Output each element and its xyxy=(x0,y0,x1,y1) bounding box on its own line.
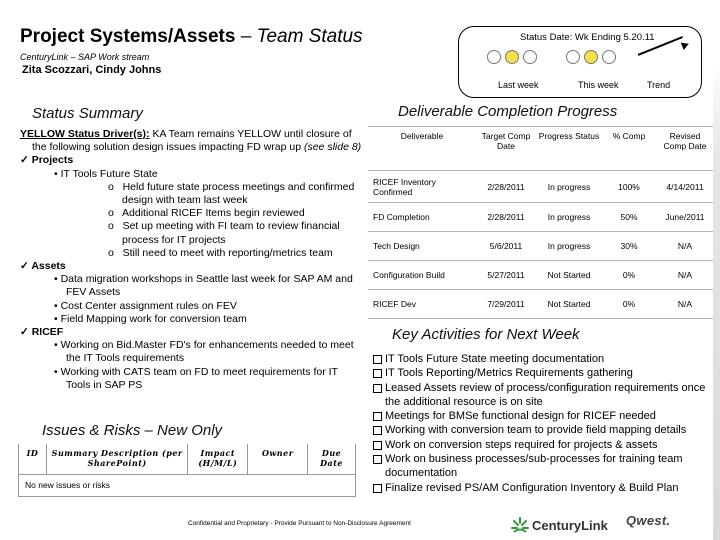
list-item-text: IT Tools Reporting/Metrics Requirements gathering xyxy=(385,367,633,380)
checkbox-square-icon xyxy=(373,412,382,421)
issues-table xyxy=(18,444,356,497)
list-item xyxy=(372,481,712,495)
centurylink-logo xyxy=(510,514,608,536)
empty-issues-cell: No new issues or risks xyxy=(19,474,356,496)
column-header: % Comp xyxy=(602,127,656,171)
deliverable-progress-heading: Deliverable Completion Progress xyxy=(398,103,618,120)
list-item-text: IT Tools Future State meeting documentation xyxy=(385,353,605,365)
status-light-this-1 xyxy=(566,50,580,64)
table-header-row xyxy=(19,444,356,474)
list-item: o Additional RICEF Items begin reviewed xyxy=(108,207,305,220)
column-header: Summary Description (per SharePoint) xyxy=(46,444,187,474)
table-cell: 5/6/2011 xyxy=(476,232,536,261)
assets-heading: ✓ Assets xyxy=(20,260,66,273)
table-cell: In progress xyxy=(536,171,602,203)
list-item-text: Work on conversion steps required for projects & assets xyxy=(385,438,658,451)
list-item xyxy=(372,366,712,380)
table-cell: 2/28/2011 xyxy=(476,203,536,232)
table-cell: 50% xyxy=(602,203,656,232)
table-cell: 4/14/2011 xyxy=(656,171,714,203)
list-item xyxy=(372,352,712,366)
list-item-text: Working on Bid.Master FD's for enhancements needed to meet the IT Tools requirements xyxy=(60,339,354,365)
issues-risks-heading: Issues & Risks – New Only xyxy=(42,422,223,439)
column-header: Progress Status xyxy=(536,127,602,171)
qwest-logo: Qwest. xyxy=(626,513,671,528)
title-main: Project Systems/Assets xyxy=(20,26,236,47)
status-summary-body xyxy=(20,128,362,392)
centurylink-logo-text: CenturyLink xyxy=(532,517,608,533)
table-cell: Not Started xyxy=(536,261,602,290)
key-activities-heading: Key Activities for Next Week xyxy=(392,326,580,343)
table-cell: 0% xyxy=(602,290,656,319)
checkbox-square-icon xyxy=(373,384,382,393)
table-cell: In progress xyxy=(536,203,602,232)
projects-label: Projects xyxy=(31,154,74,167)
list-item xyxy=(372,423,712,437)
list-item-text: Additional RICEF Items begin reviewed xyxy=(122,207,305,220)
list-item: • Working on Bid.Master FD's for enhancements needed to meet the IT Tools requirements xyxy=(54,339,354,365)
list-item-text: Meetings for BMSe functional design for RICEF needed xyxy=(385,410,656,423)
table-cell: RICEF Inventory Confirmed xyxy=(368,171,476,203)
table-cell: 100% xyxy=(602,171,656,203)
list-item-text: Held future state process meetings and confirmed design with team last week xyxy=(122,180,355,207)
list-item-text: IT Tools Future State xyxy=(60,167,158,180)
status-driver-text: KA Team remains YELLOW until closure of the following solution design issues impacting FD wrap up xyxy=(32,128,352,154)
list-item: • Working with CATS team on FD to meet requirements for IT Tools in SAP PS xyxy=(54,365,338,391)
table-cell: 5/27/2011 xyxy=(476,261,536,290)
list-item: o Set up meeting with FI team to review financial process for IT projects xyxy=(108,220,340,246)
table-row xyxy=(19,474,356,496)
confidentiality-footer: Confidential and Proprietary - Provide Pursuant to Non-Disclosure Agreement xyxy=(188,520,411,527)
table-cell: 7/29/2011 xyxy=(476,290,536,319)
list-item xyxy=(372,452,712,481)
checkbox-square-icon xyxy=(373,441,382,450)
checkbox-square-icon xyxy=(373,426,382,435)
list-item-text: Leased Assets review of process/configuration requirements once the additional resource is on site xyxy=(385,381,706,408)
status-light-this-3 xyxy=(602,50,616,64)
table-cell: In progress xyxy=(536,232,602,261)
table-cell: June/2011 xyxy=(656,203,714,232)
column-header: Due Date xyxy=(308,444,356,474)
list-item-text: Still need to meet with reporting/metrics team xyxy=(122,246,333,259)
status-date: Status Date: Wk Ending 5.20.11 xyxy=(520,32,655,43)
table-cell: N/A xyxy=(656,290,714,319)
decorative-side-bar xyxy=(713,60,720,540)
list-item xyxy=(372,409,712,423)
table-cell: 2/28/2011 xyxy=(476,171,536,203)
checkbox-square-icon xyxy=(373,484,382,493)
column-header: Impact (H/M/L) xyxy=(188,444,248,474)
status-driver-ref: (see slide 8) xyxy=(303,141,362,154)
checkbox-square-icon xyxy=(373,369,382,378)
status-driver-label: YELLOW Status Driver(s): xyxy=(20,128,150,140)
last-week-label: Last week xyxy=(498,80,539,90)
list-item-text: Working with conversion team to provide field mapping details xyxy=(385,424,687,437)
status-summary-heading: Status Summary xyxy=(32,105,143,122)
list-item: • Field Mapping work for conversion team xyxy=(54,312,247,325)
status-light-this-2 xyxy=(584,50,598,64)
status-light-last-2 xyxy=(505,50,519,64)
key-activities-list xyxy=(372,352,712,495)
assets-label: Assets xyxy=(31,260,66,273)
status-driver xyxy=(20,128,362,154)
title-suffix: – Team Status xyxy=(235,26,363,47)
list-item-text: Field Mapping work for conversion team xyxy=(60,312,247,325)
list-item-text: Work on business processes/sub-processes for training team documentation xyxy=(385,453,683,480)
list-item-text: Finalize revised PS/AM Configuration Inventory & Build Plan xyxy=(385,481,679,494)
table-header-row xyxy=(368,127,714,171)
this-week-label: This week xyxy=(578,80,619,90)
centurylink-starburst-icon xyxy=(510,515,530,535)
table-row xyxy=(368,171,714,203)
ricef-heading: ✓ RICEF xyxy=(20,326,64,339)
table-row xyxy=(368,232,714,261)
list-item-text: Data migration workshops in Seattle last week for SAP AM and FEV Assets xyxy=(60,273,353,299)
table-row xyxy=(368,290,714,319)
checkbox-square-icon xyxy=(373,355,382,364)
workstream-label: CenturyLink – SAP Work stream xyxy=(20,52,150,62)
column-header: Revised Comp Date xyxy=(656,127,714,171)
list-item xyxy=(372,381,712,410)
status-light-last-3 xyxy=(523,50,537,64)
list-item-text: Set up meeting with FI team to review financial process for IT projects xyxy=(122,220,340,246)
list-item-text: Working with CATS team on FD to meet requirements for IT Tools in SAP PS xyxy=(60,365,338,391)
list-item xyxy=(372,438,712,452)
column-header: Owner xyxy=(248,444,308,474)
trend-label: Trend xyxy=(647,80,671,90)
list-item-text: Cost Center assignment rules on FEV xyxy=(60,299,237,312)
column-header: Target Comp Date xyxy=(476,127,536,171)
table-cell: 0% xyxy=(602,261,656,290)
deliverable-table xyxy=(368,126,714,319)
list-item: o Held future state process meetings and confirmed design with team last week xyxy=(108,180,355,207)
list-item: o Still need to meet with reporting/metrics team xyxy=(108,246,333,259)
status-light-last-1 xyxy=(487,50,501,64)
list-item: • Data migration workshops in Seattle last week for SAP AM and FEV Assets xyxy=(54,273,353,299)
checkbox-square-icon xyxy=(373,455,382,464)
table-cell: Tech Design xyxy=(368,232,476,261)
ricef-label: RICEF xyxy=(31,326,64,339)
team-members: Zita Scozzari, Cindy Johns xyxy=(22,64,162,76)
table-cell: 30% xyxy=(602,232,656,261)
table-row xyxy=(368,203,714,232)
table-cell: Configuration Build xyxy=(368,261,476,290)
table-cell: N/A xyxy=(656,261,714,290)
table-cell: N/A xyxy=(656,232,714,261)
page-title xyxy=(20,26,363,48)
table-cell: FD Completion xyxy=(368,203,476,232)
list-item: • Cost Center assignment rules on FEV xyxy=(54,299,237,312)
table-cell: Not Started xyxy=(536,290,602,319)
list-item: • IT Tools Future State xyxy=(54,167,158,180)
projects-heading: ✓ Projects xyxy=(20,154,74,167)
column-header: ID xyxy=(19,444,47,474)
table-cell: RICEF Dev xyxy=(368,290,476,319)
table-row xyxy=(368,261,714,290)
column-header: Deliverable xyxy=(368,127,476,171)
